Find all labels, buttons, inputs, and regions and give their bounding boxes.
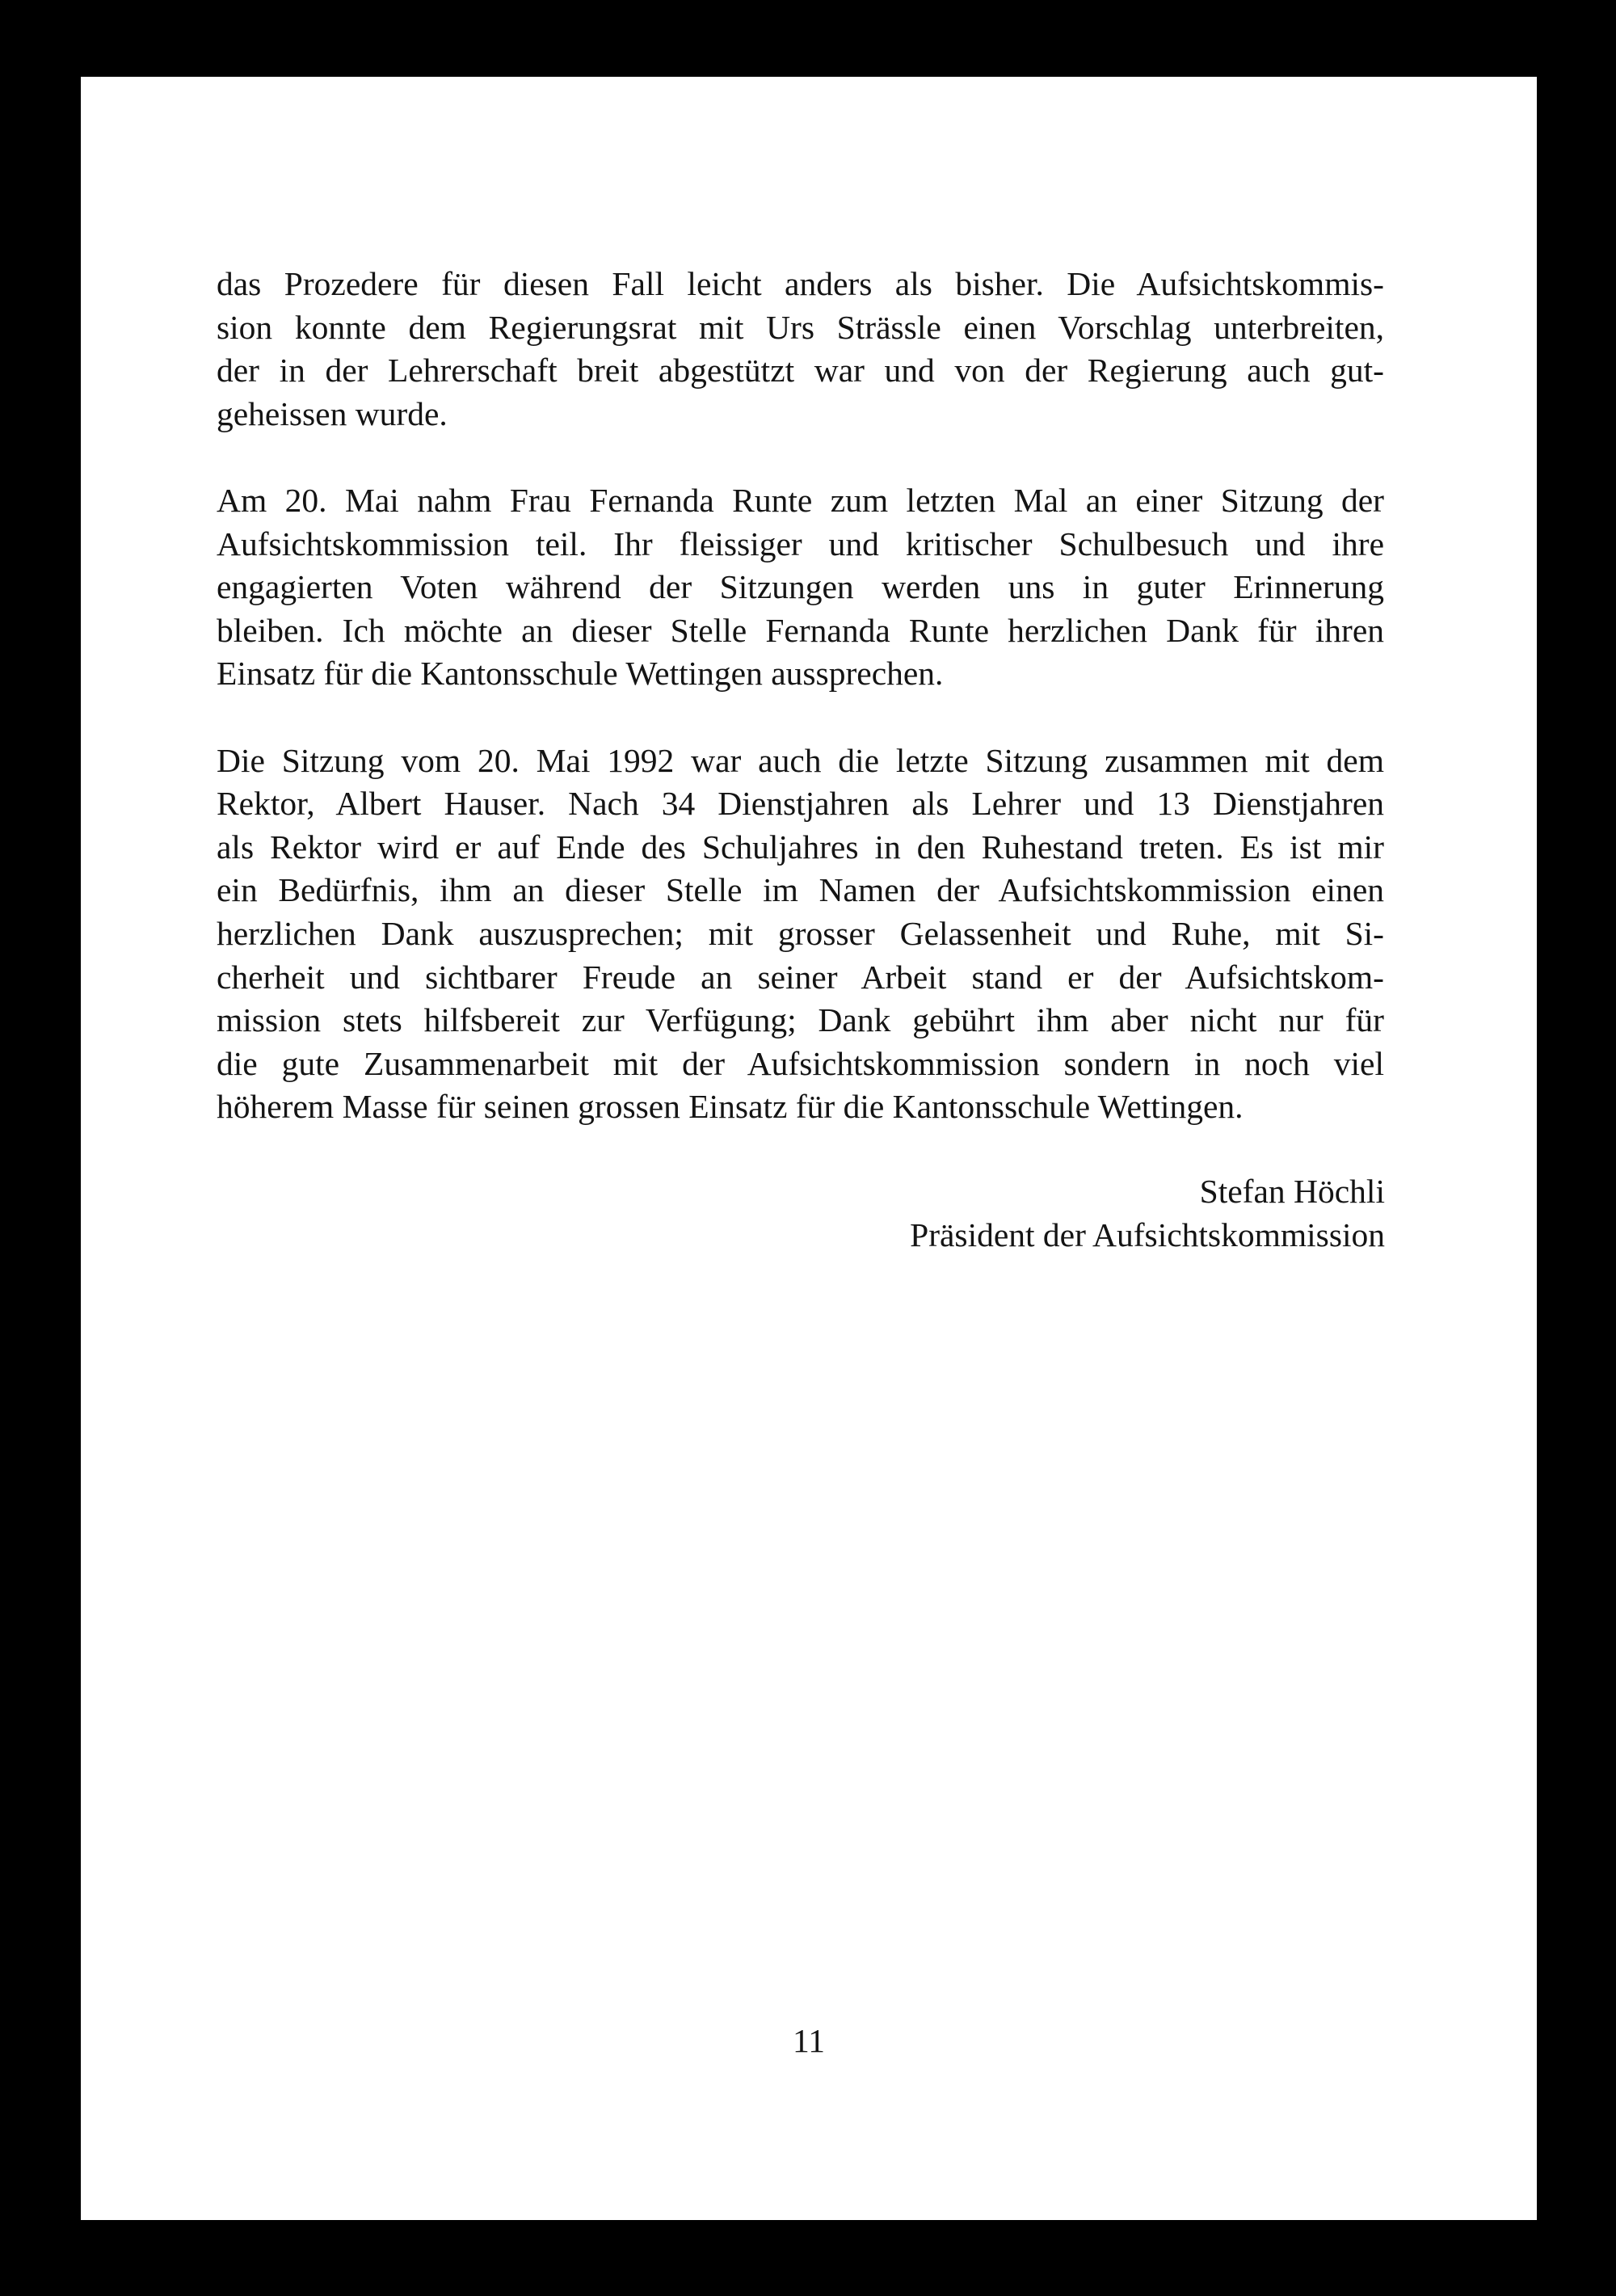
text-line: Aufsichtskommission teil. Ihr fleissiger und kritischer Schulbesuch und ihre (217, 524, 1384, 562)
text-line: herzlichen Dank auszusprechen; mit grosser Gelassenheit und Ruhe, mit Si- (217, 914, 1384, 952)
signature-name: Stefan Höchli (1199, 1173, 1385, 1210)
text-line: die gute Zusammenarbeit mit der Aufsichtskommission sondern in noch viel (217, 1044, 1384, 1082)
text-line: der in der Lehrerschaft breit abgestützt war und von der Regierung auch gut- (217, 352, 1384, 390)
document-page (81, 77, 1537, 2220)
text-line: engagierten Voten während der Sitzungen werden uns in guter Erinnerung (217, 568, 1384, 606)
body-text (217, 263, 1384, 1172)
text-line: bleiben. Ich möchte an dieser Stelle Fernanda Runte herzlichen Dank für ihren (217, 611, 1384, 649)
text-line: höherem Masse für seinen grossen Einsatz für die Kantonsschule Wettingen. (217, 1088, 1244, 1126)
text-line: mission stets hilfsbereit zur Verfügung; Dank gebührt ihm aber nicht nur für (217, 1001, 1384, 1039)
text-line: ein Bedürfnis, ihm an dieser Stelle im Namen der Aufsichtskommission einen (217, 871, 1384, 909)
text-line: geheissen wurde. (217, 394, 448, 432)
paragraph-prozedere (217, 263, 1384, 436)
text-line: das Prozedere für diesen Fall leicht anders als bisher. Die Aufsichtskommis- (217, 265, 1384, 302)
signature-title: Präsident der Aufsichtskommission (910, 1216, 1385, 1253)
paragraph-runte (217, 479, 1384, 696)
text-line: Einsatz für die Kantonsschule Wettingen aussprechen. (217, 655, 944, 693)
text-line: Am 20. Mai nahm Frau Fernanda Runte zum letzten Mal an einer Sitzung der (217, 481, 1384, 519)
text-line: cherheit und sichtbarer Freude an seiner Arbeit stand er der Aufsichtskom- (217, 958, 1384, 996)
paragraph-hauser (217, 739, 1384, 1129)
text-line: als Rektor wird er auf Ende des Schuljahres in den Ruhestand treten. Es ist mir (217, 828, 1384, 866)
text-line: sion konnte dem Regierungsrat mit Urs Strässle einen Vorschlag unterbreiten, (217, 308, 1384, 346)
page-number: 11 (793, 2022, 825, 2059)
text-line: Rektor, Albert Hauser. Nach 34 Dienstjahren als Lehrer und 13 Dienstjahren (217, 785, 1384, 823)
text-line: Die Sitzung vom 20. Mai 1992 war auch die letzte Sitzung zusammen mit dem (217, 741, 1384, 779)
signature-block (910, 1169, 1385, 1257)
